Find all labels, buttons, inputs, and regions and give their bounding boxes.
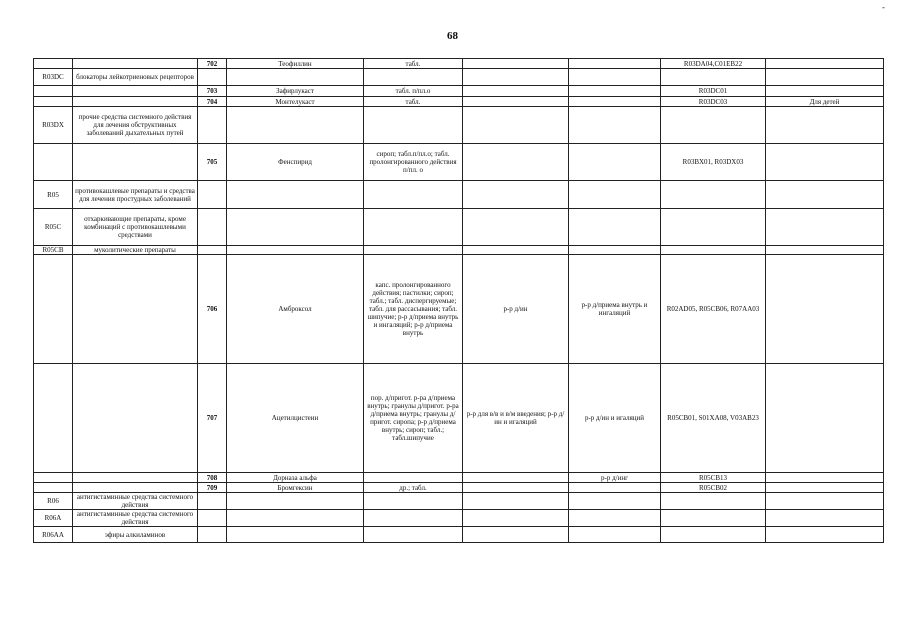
atc-codes-cell [661, 69, 766, 86]
table-row [34, 86, 884, 97]
item-number-cell: 702 [198, 59, 227, 69]
drug-name-cell [227, 493, 364, 510]
group-name-cell [73, 144, 198, 181]
drug-name-cell [227, 209, 364, 246]
dosage-forms-cell: табл. п/пл.о [364, 86, 463, 97]
note-cell [766, 364, 884, 473]
item-number-cell: 703 [198, 86, 227, 97]
note-cell [766, 246, 884, 255]
item-number-cell: 704 [198, 97, 227, 107]
atc-code-cell [34, 364, 73, 473]
item-number-cell [198, 107, 227, 144]
drug-name-cell: Бромгексин [227, 483, 364, 493]
atc-code-cell [34, 59, 73, 69]
atc-code-cell [34, 97, 73, 107]
group-name-cell [73, 86, 198, 97]
injection-forms-cell [463, 97, 569, 107]
atc-code-cell: R03DC [34, 69, 73, 86]
item-number-cell: 707 [198, 364, 227, 473]
note-cell [766, 493, 884, 510]
group-name-cell: блокаторы лейкотриеновых рецепторов [73, 69, 198, 86]
atc-code-cell [34, 473, 73, 483]
note-cell [766, 255, 884, 364]
atc-code-cell: R03DX [34, 107, 73, 144]
item-number-cell [198, 493, 227, 510]
item-number-cell [198, 510, 227, 527]
table-row [34, 97, 884, 107]
inhalation-forms-cell [569, 181, 661, 209]
drug-name-cell: Теофиллин [227, 59, 364, 69]
table-row [34, 510, 884, 527]
item-number-cell [198, 246, 227, 255]
inhalation-forms-cell: р-р д/приема внутрь и ингаляций [569, 255, 661, 364]
item-number-cell: 708 [198, 473, 227, 483]
drug-name-cell [227, 69, 364, 86]
note-cell [766, 510, 884, 527]
table-row [34, 364, 884, 473]
item-number-cell [198, 69, 227, 86]
inhalation-forms-cell [569, 493, 661, 510]
note-cell [766, 181, 884, 209]
dosage-forms-cell: табл. [364, 97, 463, 107]
item-number-cell: 706 [198, 255, 227, 364]
note-cell [766, 69, 884, 86]
atc-codes-cell: R02AD05, R05CB06, R07AA03 [661, 255, 766, 364]
inhalation-forms-cell: р-р д/инг [569, 473, 661, 483]
dosage-forms-cell [364, 527, 463, 543]
atc-code-cell [34, 255, 73, 364]
atc-codes-cell: R05CB01, S01XA08, V03AB23 [661, 364, 766, 473]
inhalation-forms-cell [569, 59, 661, 69]
drug-name-cell: Амброксол [227, 255, 364, 364]
inhalation-forms-cell [569, 483, 661, 493]
atc-codes-cell: R03DA04,C01EB22 [661, 59, 766, 69]
atc-code-cell [34, 483, 73, 493]
atc-codes-cell: R03BX01, R03DX03 [661, 144, 766, 181]
atc-code-cell: R06A [34, 510, 73, 527]
table-row [34, 255, 884, 364]
dosage-forms-cell: сироп; табл.п/пл.о; табл. пролонгированного действия п/пл. о [364, 144, 463, 181]
table-row [34, 69, 884, 86]
dosage-forms-cell [364, 69, 463, 86]
drug-name-cell: Фенспирид [227, 144, 364, 181]
injection-forms-cell [463, 181, 569, 209]
item-number-cell [198, 527, 227, 543]
dosage-forms-cell [364, 473, 463, 483]
atc-code-cell: R06 [34, 493, 73, 510]
table-row [34, 246, 884, 255]
group-name-cell: противокашлевые препараты и средства для лечения простудных заболеваний [73, 181, 198, 209]
inhalation-forms-cell: р-р д/ин и игаляций [569, 364, 661, 473]
item-number-cell: 705 [198, 144, 227, 181]
note-cell [766, 483, 884, 493]
group-name-cell [73, 473, 198, 483]
group-name-cell: прочие средства системного действия для лечения обструктивных заболеваний дыхательных путей [73, 107, 198, 144]
inhalation-forms-cell [569, 69, 661, 86]
drug-name-cell: Монтелукаст [227, 97, 364, 107]
atc-codes-cell [661, 493, 766, 510]
note-cell: Для детей [766, 97, 884, 107]
drug-table [33, 58, 884, 543]
dosage-forms-cell [364, 510, 463, 527]
page-number: 68 [447, 30, 458, 42]
dosage-forms-cell [364, 181, 463, 209]
dosage-forms-cell: пор. д/пригот. р-ра д/приема внутрь; гранулы д/пригот. р-ра д/приема внутрь; гранулы д/пригот. сиропа; р-р д/приема внутрь; сироп; табл.; табл.шипучие [364, 364, 463, 473]
injection-forms-cell [463, 59, 569, 69]
table-row [34, 527, 884, 543]
injection-forms-cell [463, 209, 569, 246]
injection-forms-cell [463, 527, 569, 543]
dosage-forms-cell [364, 493, 463, 510]
atc-codes-cell: R05CB13 [661, 473, 766, 483]
dosage-forms-cell: др.; табл. [364, 483, 463, 493]
injection-forms-cell [463, 493, 569, 510]
item-number-cell: 709 [198, 483, 227, 493]
dosage-forms-cell [364, 246, 463, 255]
group-name-cell: антигистаминные средства системного действия [73, 510, 198, 527]
atc-code-cell [34, 144, 73, 181]
atc-code-cell [34, 86, 73, 97]
injection-forms-cell [463, 86, 569, 97]
group-name-cell: отхаркивающие препараты, кроме комбинаций с противокашлевыми средствами [73, 209, 198, 246]
injection-forms-cell [463, 69, 569, 86]
injection-forms-cell [463, 473, 569, 483]
note-cell [766, 473, 884, 483]
group-name-cell: эфиры алкиламинов [73, 527, 198, 543]
group-name-cell [73, 59, 198, 69]
inhalation-forms-cell [569, 144, 661, 181]
inhalation-forms-cell [569, 86, 661, 97]
inhalation-forms-cell [569, 510, 661, 527]
dosage-forms-cell: капс. пролонгированного действия; пастилки; сироп; табл.; табл. диспергируемые; табл. для рассасывания; табл. шипучие; р-р д/приема внутрь и ингаляций; р-р д/приема внутрь [364, 255, 463, 364]
item-number-cell [198, 181, 227, 209]
atc-codes-cell [661, 510, 766, 527]
item-number-cell [198, 209, 227, 246]
dosage-forms-cell [364, 209, 463, 246]
inhalation-forms-cell [569, 527, 661, 543]
injection-forms-cell [463, 144, 569, 181]
drug-name-cell: Зафирлукаст [227, 86, 364, 97]
note-cell [766, 209, 884, 246]
atc-code-cell: R05CB [34, 246, 73, 255]
note-cell [766, 527, 884, 543]
inhalation-forms-cell [569, 107, 661, 144]
group-name-cell [73, 364, 198, 473]
injection-forms-cell: р-р для в/в и в/м введения; р-р д/ин и игаляций [463, 364, 569, 473]
drug-name-cell [227, 246, 364, 255]
note-cell [766, 86, 884, 97]
table-row [34, 59, 884, 69]
inhalation-forms-cell [569, 97, 661, 107]
atc-codes-cell [661, 181, 766, 209]
note-cell [766, 144, 884, 181]
atc-codes-cell: R03DC01 [661, 86, 766, 97]
drug-name-cell [227, 181, 364, 209]
dosage-forms-cell: табл. [364, 59, 463, 69]
group-name-cell [73, 255, 198, 364]
table-row [34, 473, 884, 483]
note-cell [766, 107, 884, 144]
note-cell [766, 59, 884, 69]
table-row [34, 493, 884, 510]
drug-name-cell [227, 510, 364, 527]
group-name-cell [73, 483, 198, 493]
injection-forms-cell [463, 107, 569, 144]
table-row [34, 483, 884, 493]
inhalation-forms-cell [569, 246, 661, 255]
drug-name-cell: Ацетилцистеин [227, 364, 364, 473]
inhalation-forms-cell [569, 209, 661, 246]
drug-name-cell: Дорназа альфа [227, 473, 364, 483]
group-name-cell [73, 97, 198, 107]
atc-codes-cell [661, 527, 766, 543]
table-row [34, 107, 884, 144]
injection-forms-cell [463, 246, 569, 255]
table-row [34, 209, 884, 246]
atc-code-cell: R05 [34, 181, 73, 209]
atc-codes-cell: R03DC03 [661, 97, 766, 107]
group-name-cell: антигистаминные средства системного действия [73, 493, 198, 510]
injection-forms-cell [463, 510, 569, 527]
atc-codes-cell [661, 107, 766, 144]
group-name-cell: муколитические препараты [73, 246, 198, 255]
injection-forms-cell: р-р д/ин [463, 255, 569, 364]
injection-forms-cell [463, 483, 569, 493]
table-row [34, 181, 884, 209]
drug-name-cell [227, 527, 364, 543]
atc-codes-cell [661, 209, 766, 246]
atc-codes-cell: R05CB02 [661, 483, 766, 493]
dosage-forms-cell [364, 107, 463, 144]
atc-code-cell: R05C [34, 209, 73, 246]
atc-codes-cell [661, 246, 766, 255]
atc-code-cell: R06AA [34, 527, 73, 543]
table-row [34, 144, 884, 181]
corner-mark: - [882, 2, 885, 12]
drug-name-cell [227, 107, 364, 144]
